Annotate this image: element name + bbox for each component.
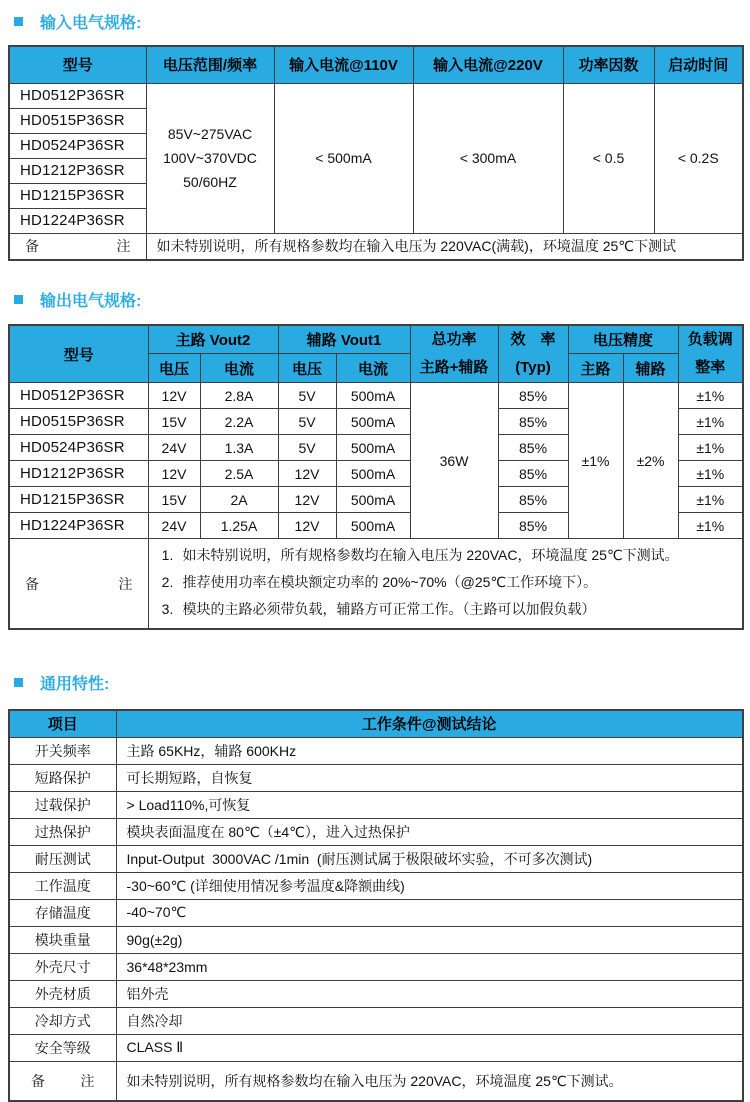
table-row [9, 1034, 743, 1061]
input-spec-table [8, 45, 744, 261]
i-aux-cell: 500mA [336, 383, 410, 409]
efficiency-cell: 85% [498, 383, 568, 409]
v-aux-cell: 5V [278, 435, 336, 461]
i-main-cell: 2.8A [200, 383, 278, 409]
col-header-main-group: 主路 Vout2 [148, 325, 278, 354]
item-value: > Load110%,可恢复 [116, 791, 743, 818]
col-header-load-regulation: 负载调 整率 [678, 325, 743, 383]
i-main-cell: 2A [200, 487, 278, 513]
col-header-current: 电流 [200, 354, 278, 383]
col-header-voltage: 电压 [148, 354, 200, 383]
item-value: 36*48*23mm [116, 953, 743, 980]
load-reg-cell: ±1% [678, 409, 743, 435]
startup-time-cell: < 0.2S [654, 83, 743, 233]
model-cell: HD1212P36SR [9, 461, 148, 487]
square-bullet-icon [14, 17, 23, 26]
square-bullet-icon [14, 678, 23, 687]
i-aux-cell: 500mA [336, 487, 410, 513]
i-aux-cell: 500mA [336, 435, 410, 461]
col-header-total-power: 总功率 主路+辅路 [410, 325, 498, 383]
remark-item: 3. 模块的主路必须带负载，辅路方可正常工作。（主路可以加假负载） [161, 601, 596, 617]
table-row [9, 872, 743, 899]
load-reg-cell: ±1% [678, 383, 743, 409]
i-aux-cell: 500mA [336, 513, 410, 539]
col-header-precision-aux: 辅路 [623, 354, 678, 383]
v-main-cell: 15V [148, 487, 200, 513]
load-reg-cell: ±1% [678, 513, 743, 539]
remark-label-char: 注 [80, 1072, 95, 1089]
col-header-item: 项目 [9, 710, 116, 737]
item-label: 外壳尺寸 [9, 953, 116, 980]
power-factor-cell: < 0.5 [563, 83, 654, 233]
item-value: 主路 65KHz，辅路 600KHz [116, 737, 743, 764]
item-value: 模块表面温度在 80℃（±4℃），进入过热保护 [116, 818, 743, 845]
precision-main-cell: ±1% [568, 383, 623, 539]
v-main-cell: 15V [148, 409, 200, 435]
table-row [9, 383, 743, 409]
v-aux-cell: 5V [278, 383, 336, 409]
item-value: -40~70℃ [116, 899, 743, 926]
col-header-startup-time: 启动时间 [654, 46, 743, 83]
remark-label-cell [9, 1061, 116, 1101]
section-title-general [14, 671, 742, 694]
model-cell: HD1224P36SR [9, 513, 148, 539]
remark-label-char: 注 [118, 575, 133, 592]
voltage-range-line: 85V~275VAC [167, 126, 253, 142]
table-row [9, 845, 743, 872]
model-cell: HD0512P36SR [9, 383, 148, 409]
model-cell: HD0515P36SR [9, 409, 148, 435]
item-label: 短路保护 [9, 764, 116, 791]
output-remark-row [9, 539, 743, 630]
col-header-precision-main: 主路 [568, 354, 623, 383]
remark-item: 1. 如未特别说明，所有规格参数均在输入电压为 220VAC，环境温度 25℃下测试。 [161, 547, 679, 563]
load-reg-cell: ±1% [678, 435, 743, 461]
v-aux-cell: 5V [278, 409, 336, 435]
section-title-input [14, 10, 742, 33]
remark-label-char: 备 [25, 238, 39, 255]
remark-label-char: 备 [31, 1072, 45, 1089]
table-row [9, 818, 743, 845]
table-row [9, 926, 743, 953]
remark-item: 2. 推荐使用功率在模块额定功率的 20%~70%（@25℃工作环境下）。 [161, 574, 598, 590]
output-remark-cell [148, 539, 743, 630]
item-value: -30~60℃ (详细使用情况参考温度&降额曲线) [116, 872, 743, 899]
remark-label-cell [9, 539, 148, 630]
v-aux-cell: 12V [278, 461, 336, 487]
i-aux-cell: 500mA [336, 409, 410, 435]
table-row [9, 83, 743, 108]
item-label: 存储温度 [9, 899, 116, 926]
model-cell: HD0524P36SR [9, 133, 146, 158]
model-cell: HD0512P36SR [9, 83, 146, 108]
v-aux-cell: 12V [278, 487, 336, 513]
col-header-power-factor: 功率因数 [563, 46, 654, 83]
general-remark-text: 如未特别说明，所有规格参数均在输入电压为 220VAC，环境温度 25℃下测试。 [116, 1061, 743, 1101]
i-main-cell: 1.25A [200, 513, 278, 539]
input-remark-row [9, 233, 743, 260]
current-110-cell: < 500mA [274, 83, 413, 233]
input-header-row [9, 46, 743, 83]
remark-label-cell [9, 233, 146, 260]
col-header-model: 型号 [9, 325, 148, 383]
table-row [9, 764, 743, 791]
item-value: CLASS Ⅱ [116, 1034, 743, 1061]
table-row [9, 899, 743, 926]
v-main-cell: 24V [148, 513, 200, 539]
i-main-cell: 2.2A [200, 409, 278, 435]
remark-label-char: 注 [116, 238, 131, 255]
v-main-cell: 12V [148, 383, 200, 409]
col-header-condition: 工作条件@测试结论 [116, 710, 743, 737]
efficiency-cell: 85% [498, 461, 568, 487]
section-title-input-label: 输入电气规格: [40, 15, 142, 32]
section-title-output [14, 288, 742, 311]
table-row [9, 1007, 743, 1034]
section-title-general-label: 通用特性: [40, 676, 110, 693]
table-row [9, 980, 743, 1007]
model-cell: HD1215P36SR [9, 487, 148, 513]
i-main-cell: 2.5A [200, 461, 278, 487]
load-reg-cell: ±1% [678, 487, 743, 513]
efficiency-cell: 85% [498, 513, 568, 539]
i-main-cell: 1.3A [200, 435, 278, 461]
item-label: 过载保护 [9, 791, 116, 818]
item-label: 安全等级 [9, 1034, 116, 1061]
col-header-voltage-range: 电压范围/频率 [146, 46, 274, 83]
efficiency-cell: 85% [498, 435, 568, 461]
total-power-cell: 36W [410, 383, 498, 539]
table-row [9, 737, 743, 764]
model-cell: HD1215P36SR [9, 183, 146, 208]
general-header-row [9, 710, 743, 737]
i-aux-cell: 500mA [336, 461, 410, 487]
item-label: 过热保护 [9, 818, 116, 845]
table-row [9, 791, 743, 818]
model-cell: HD0515P36SR [9, 108, 146, 133]
v-main-cell: 24V [148, 435, 200, 461]
item-value: 可长期短路，自恢复 [116, 764, 743, 791]
voltage-range-cell [146, 83, 274, 233]
voltage-range-line: 100V~370VDC [163, 150, 257, 166]
item-value: Input-Output 3000VAC /1min (耐压测试属于极限破坏实验，不可多次测试) [116, 845, 743, 872]
v-main-cell: 12V [148, 461, 200, 487]
load-reg-cell: ±1% [678, 461, 743, 487]
v-aux-cell: 12V [278, 513, 336, 539]
item-value: 自然冷却 [116, 1007, 743, 1034]
input-remark-text: 如未特别说明，所有规格参数均在输入电压为 220VAC(满载)，环境温度 25℃下测试 [146, 233, 743, 260]
col-header-current: 电流 [336, 354, 410, 383]
general-remark-row [9, 1061, 743, 1101]
item-label: 工作温度 [9, 872, 116, 899]
item-value: 90g(±2g) [116, 926, 743, 953]
col-header-aux-group: 辅路 Vout1 [278, 325, 410, 354]
model-cell: HD0524P36SR [9, 435, 148, 461]
model-cell: HD1224P36SR [9, 208, 146, 233]
col-header-current-220: 输入电流@220V [413, 46, 563, 83]
output-header-row-1 [9, 325, 743, 354]
efficiency-cell: 85% [498, 409, 568, 435]
item-value: 铝外壳 [116, 980, 743, 1007]
output-spec-table [8, 324, 744, 630]
section-title-output-label: 输出电气规格: [40, 293, 142, 310]
table-row [9, 953, 743, 980]
col-header-precision-group: 电压精度 [568, 325, 678, 354]
item-label: 外壳材质 [9, 980, 116, 1007]
col-header-current-110: 输入电流@110V [274, 46, 413, 83]
item-label: 冷却方式 [9, 1007, 116, 1034]
col-header-voltage: 电压 [278, 354, 336, 383]
current-220-cell: < 300mA [413, 83, 563, 233]
remark-label-char: 备 [25, 575, 39, 592]
col-header-efficiency: 效 率 (Typ) [498, 325, 568, 383]
item-label: 模块重量 [9, 926, 116, 953]
general-spec-table [8, 709, 744, 1102]
efficiency-cell: 85% [498, 487, 568, 513]
square-bullet-icon [14, 295, 23, 304]
item-label: 开关频率 [9, 737, 116, 764]
precision-aux-cell: ±2% [623, 383, 678, 539]
item-label: 耐压测试 [9, 845, 116, 872]
col-header-model: 型号 [9, 46, 146, 83]
voltage-range-line: 50/60HZ [183, 174, 237, 190]
model-cell: HD1212P36SR [9, 158, 146, 183]
